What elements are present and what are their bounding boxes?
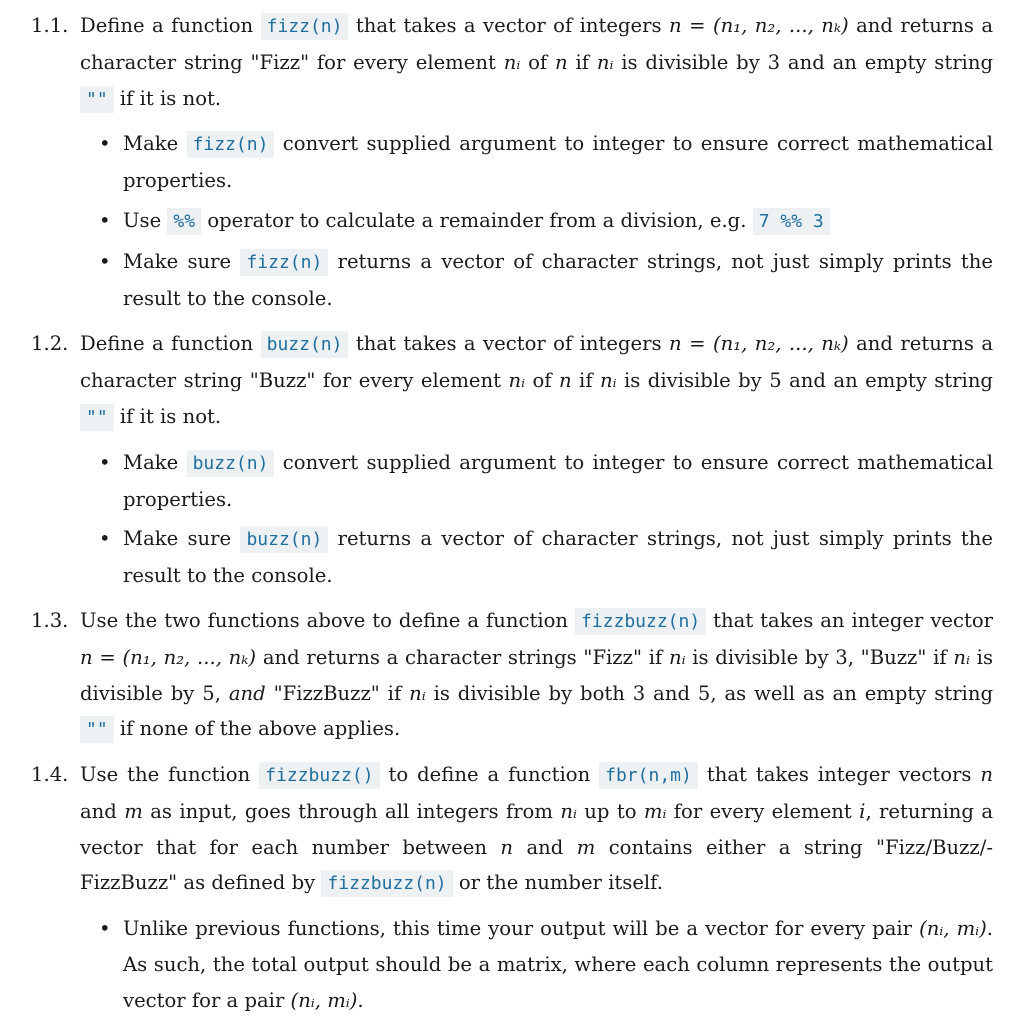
text: "FizzBuzz" if <box>265 681 410 705</box>
code-empty-string: "" <box>80 86 114 113</box>
bullet-item <box>99 203 993 240</box>
text: contains either a string "Fizz/Buzz/-FizzBuzz" as defined by <box>80 835 993 895</box>
emphasis-and: and <box>228 681 266 705</box>
math-ni: nᵢ <box>503 50 521 74</box>
text: that takes an integer vector <box>706 609 993 632</box>
math-i: i <box>859 799 866 823</box>
exercise-1-1 <box>31 8 994 117</box>
math-ni: nᵢ <box>600 368 617 392</box>
text: returns a vector of character strings, not just simply prints the result to the console. <box>123 250 994 310</box>
code-fbr: fbr(n,m) <box>599 762 698 789</box>
code-empty-string: "" <box>80 716 114 743</box>
math-mi: mᵢ <box>643 799 667 823</box>
bullet-dot: • <box>99 209 111 232</box>
text: up to <box>576 799 644 823</box>
text: convert supplied argument to integer to ensure correct mathematical properties. <box>123 451 993 511</box>
text: if it is not. <box>113 404 222 428</box>
item-number: 1.1. <box>31 14 69 37</box>
math-ni: nᵢ <box>668 645 686 669</box>
text: Make <box>123 451 187 474</box>
text: is divisible by 5 and an empty string <box>616 368 993 392</box>
bullet-item <box>99 911 993 1018</box>
text: and returns a character string "Buzz" for every element <box>80 332 994 392</box>
text: Make sure <box>123 527 241 550</box>
math-ni: nᵢ <box>409 681 426 705</box>
text: and returns a character string "Fizz" for every element <box>80 14 994 74</box>
text: is divisible by both 3 and 5, as well as an empty string <box>425 681 993 705</box>
item-number: 1.3. <box>31 609 69 632</box>
code-buzz: buzz(n) <box>261 331 349 358</box>
text: Make sure <box>123 250 241 273</box>
text: or the number itself. <box>452 871 663 895</box>
text: operator to calculate a remainder from a division, e.g. <box>201 209 753 232</box>
math-n: n <box>500 835 514 859</box>
math-pair: (nᵢ, mᵢ) <box>919 917 987 940</box>
math-pair: (nᵢ, mᵢ) <box>290 988 358 1012</box>
text: Use the function <box>80 763 260 786</box>
text: of <box>525 368 559 392</box>
code-empty-string: "" <box>80 404 114 431</box>
bullet-dot: • <box>99 250 111 273</box>
text: Define a function <box>80 332 261 355</box>
text: is divisible by 5, <box>80 645 993 705</box>
text: and <box>513 835 577 859</box>
text: Use <box>123 209 168 232</box>
code-fizz: fizz(n) <box>187 131 275 158</box>
math-ni: nᵢ <box>953 645 970 669</box>
bullet-item <box>99 244 994 317</box>
exercise-1-2 <box>31 326 994 435</box>
code-fizzbuzz-call: fizzbuzz() <box>259 762 379 789</box>
code-fizz: fizz(n) <box>240 249 328 276</box>
bullet-dot: • <box>99 451 111 474</box>
math-ni: nᵢ <box>508 368 526 392</box>
math-vector: n = (n₁, n₂, ..., nₖ) <box>669 14 849 37</box>
code-fizzbuzz: fizzbuzz(n) <box>575 608 706 635</box>
code-buzz: buzz(n) <box>240 526 328 553</box>
text: convert supplied argument to integer to ensure correct mathematical properties. <box>123 132 993 192</box>
code-fizzbuzz: fizzbuzz(n) <box>321 870 452 897</box>
bullet-dot: • <box>99 527 111 550</box>
text: of <box>520 50 556 74</box>
code-example: 7 %% 3 <box>753 208 830 235</box>
math-n: n <box>980 763 994 786</box>
math-vector: n = (n₁, n₂, ..., nₖ) <box>80 645 257 669</box>
text: returns a vector of character strings, not just simply prints the result to the console. <box>123 527 994 587</box>
text: if none of the above applies. <box>113 717 401 741</box>
bullet-dot: • <box>99 132 111 155</box>
text: Unlike previous functions, this time your output will be a vector for every pair <box>123 917 920 940</box>
text: if <box>567 50 597 74</box>
text: that takes a vector of integers <box>348 14 670 37</box>
math-ni: nᵢ <box>596 50 614 74</box>
bullet-dot: • <box>99 917 111 940</box>
text: that takes a vector of integers <box>348 332 670 355</box>
code-buzz: buzz(n) <box>187 450 275 477</box>
math-ni: nᵢ <box>560 799 577 823</box>
text: . As such, the total output should be a matrix, where each column represents the output vector for a pair <box>123 917 993 1012</box>
text: as input, goes through all integers from <box>142 799 561 823</box>
text: . <box>357 988 364 1012</box>
bullet-item <box>99 126 993 199</box>
math-m: m <box>124 799 143 823</box>
text: and returns a character strings "Fizz" if <box>256 645 669 669</box>
exercise-1-3 <box>31 603 993 748</box>
text: if it is not. <box>113 86 222 110</box>
text: is divisible by 3, "Buzz" if <box>685 645 954 669</box>
code-fizz: fizz(n) <box>261 13 349 40</box>
bullet-item <box>99 521 994 594</box>
text: if <box>571 368 601 392</box>
exercise-1-4 <box>31 757 994 902</box>
text: , returning a vector that for each number between <box>80 799 993 859</box>
math-n: n <box>558 368 572 392</box>
text: Make <box>123 132 187 155</box>
text: for every element <box>666 799 860 823</box>
item-number: 1.4. <box>31 763 69 786</box>
bullet-item <box>99 445 993 518</box>
math-n: n <box>555 50 568 74</box>
text: to define a function <box>379 763 600 786</box>
item-number: 1.2. <box>31 332 69 355</box>
text: is divisible by 3 and an empty string <box>613 50 993 74</box>
code-modulo-operator: %% <box>167 208 201 235</box>
math-m: m <box>576 835 596 859</box>
text: that takes integer vectors <box>697 763 981 786</box>
text: and <box>80 799 125 823</box>
math-vector: n = (n₁, n₂, ..., nₖ) <box>669 332 849 355</box>
text: Use the two functions above to define a function <box>80 609 575 632</box>
text: Define a function <box>80 14 261 37</box>
